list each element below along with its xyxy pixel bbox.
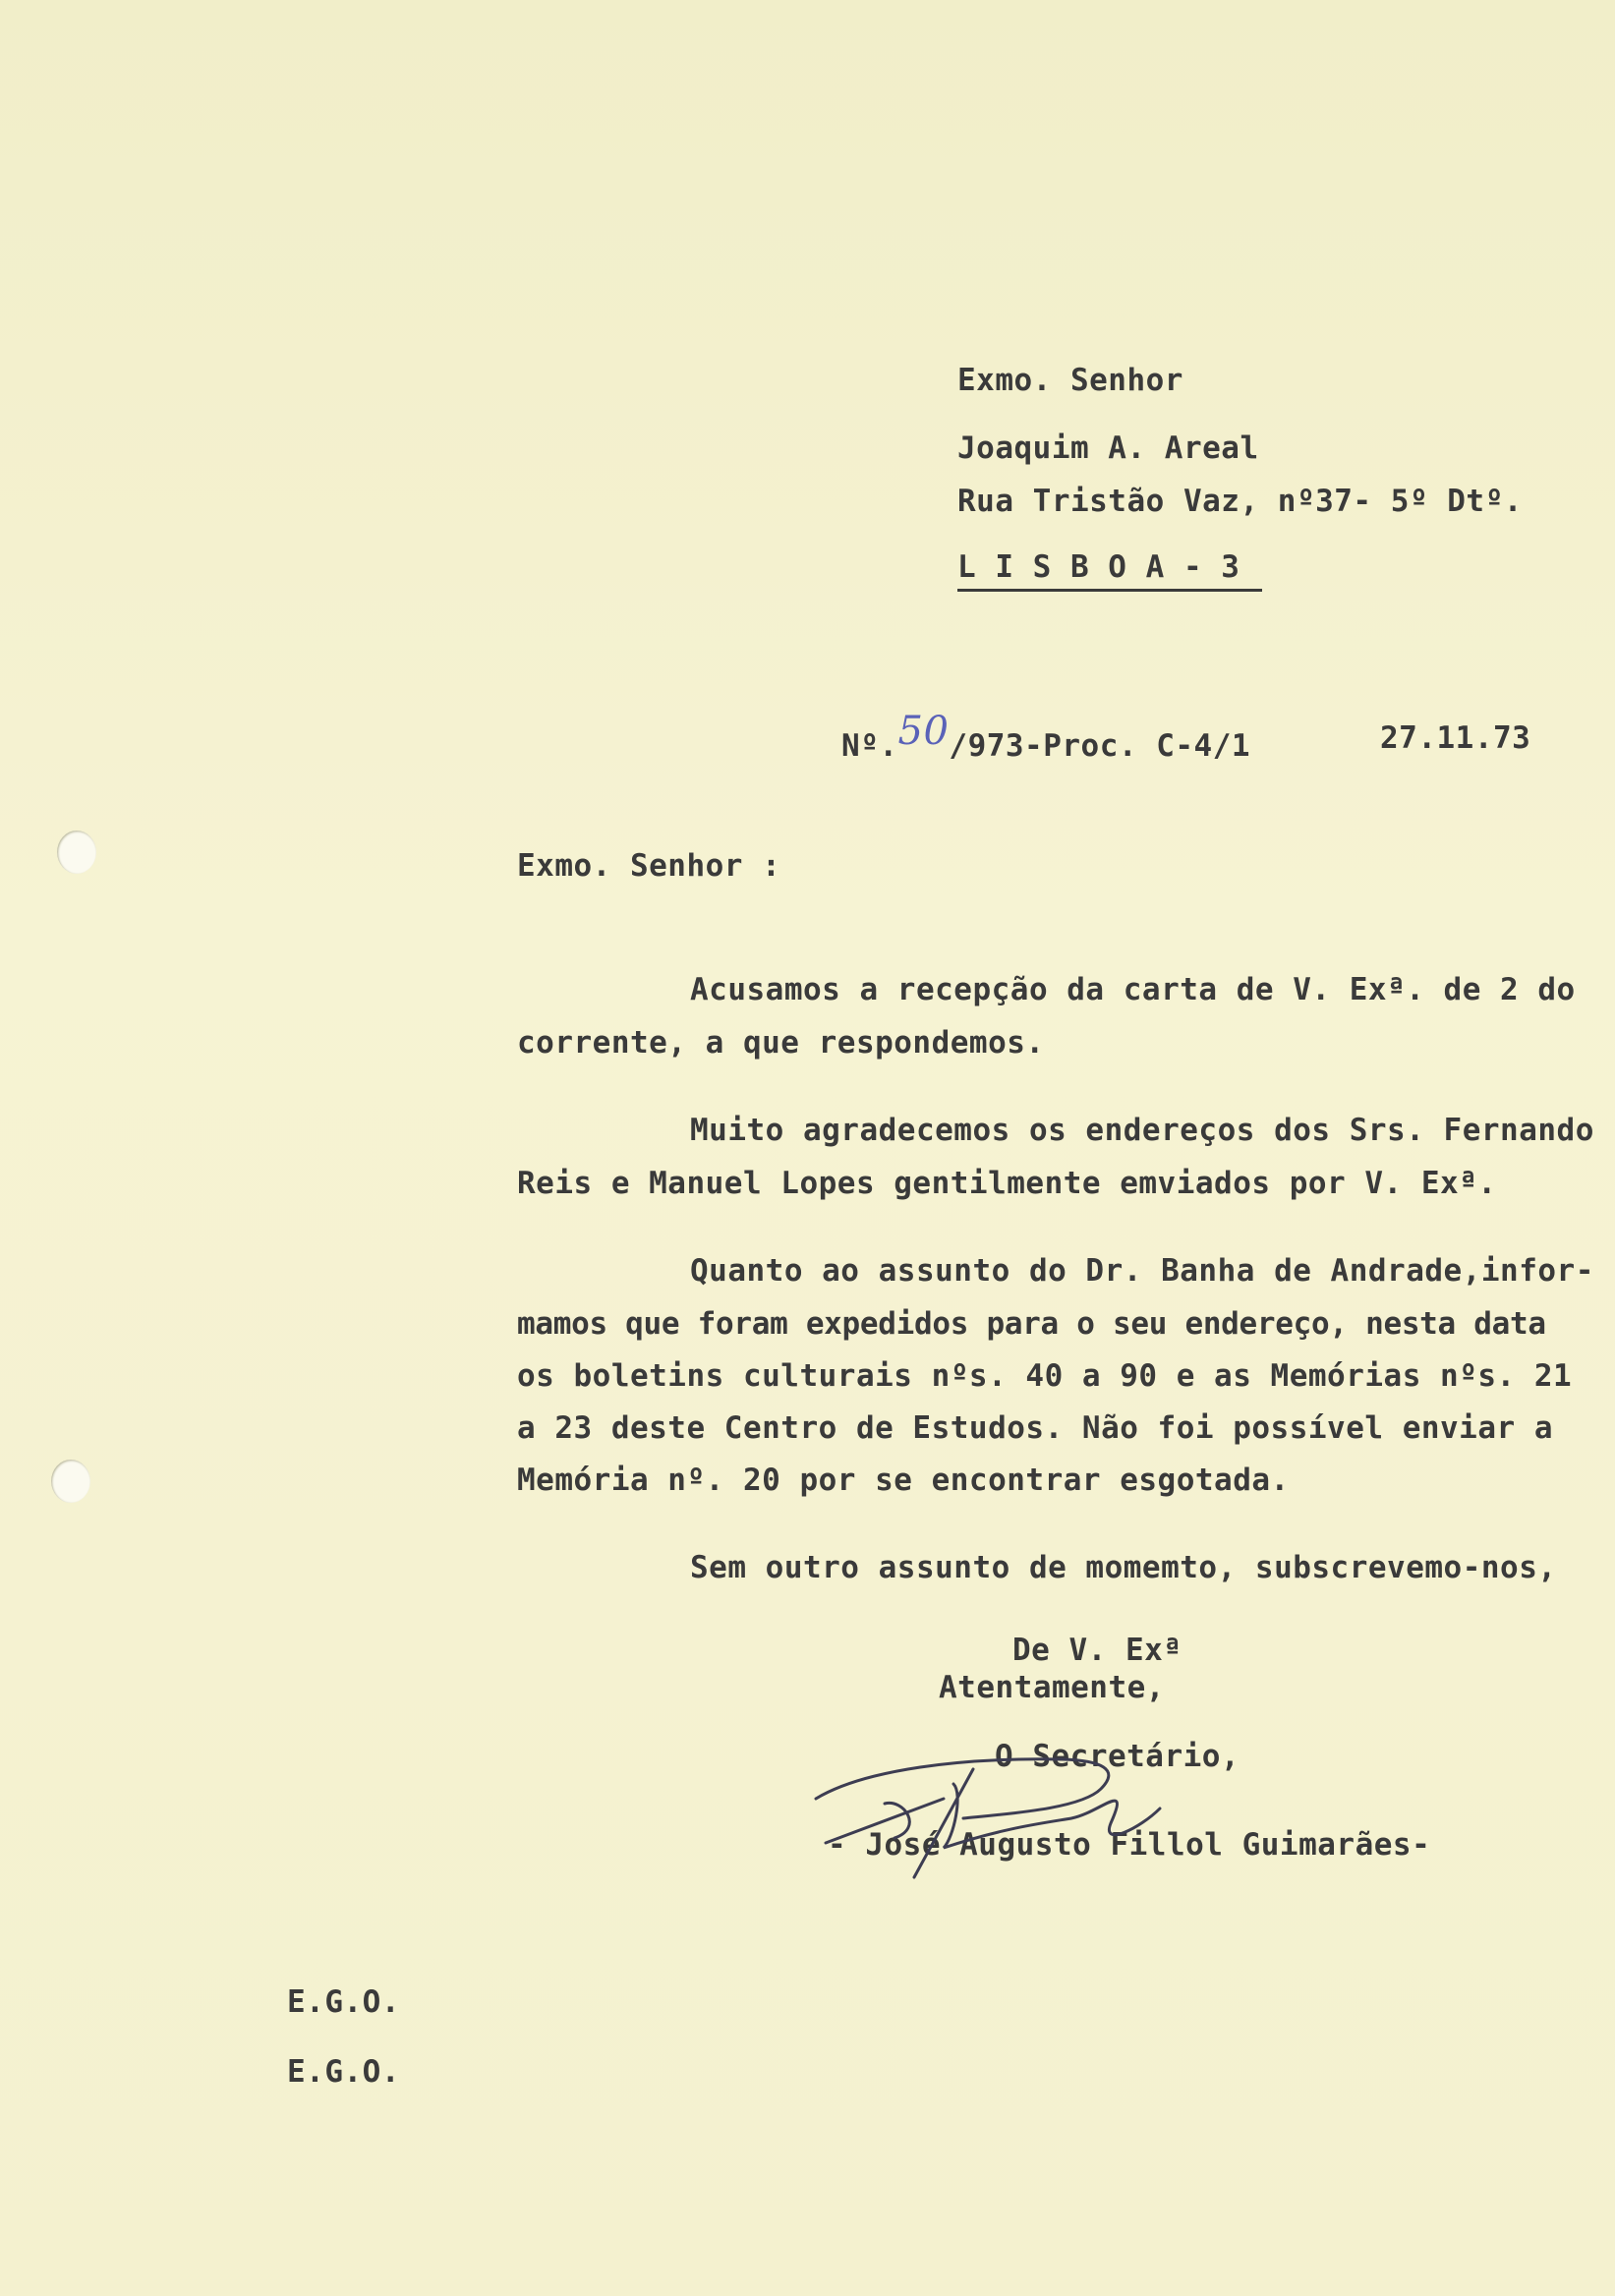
closing-de: De V. Exª — [1012, 1633, 1182, 1668]
closing-line: Sem outro assunto de momemto, subscrevemo-nos, — [690, 1550, 1557, 1585]
signature-scribble — [806, 1730, 1278, 1887]
body-line-2: corrente, a que respondemos. — [517, 1025, 1045, 1061]
body-line-8: a 23 deste Centro de Estudos. Não foi possível enviar a — [517, 1410, 1553, 1446]
body-line-7: os boletins culturais nºs. 40 a 90 e as Memórias nºs. 21 — [517, 1358, 1573, 1394]
recipient-salutation: Exmo. Senhor — [957, 363, 1183, 398]
letter-date: 27.11.73 — [1380, 720, 1531, 756]
reference-number — [841, 709, 1251, 764]
body-line-9: Memória nº. 20 por se encontrar esgotada. — [517, 1463, 1290, 1498]
closing-atentamente: Atentamente, — [939, 1670, 1165, 1705]
copy-note-2: E.G.O. — [287, 2054, 400, 2090]
recipient-address: Rua Tristão Vaz, nº37- 5º Dtº. — [957, 484, 1523, 519]
body-line-3: Muito agradecemos os endereços dos Srs. Fernando — [690, 1113, 1594, 1148]
recipient-city: L I S B O A - 3 — [957, 552, 1262, 592]
body-line-6: mamos que foram expedidos para o seu endereço, nesta data — [517, 1306, 1546, 1342]
signatory-name: - José Augusto Fillol Guimarães- — [828, 1827, 1431, 1863]
body-line-1: Acusamos a recepção da carta de V. Exª. de 2 do — [690, 972, 1576, 1007]
body-line-4: Reis e Manuel Lopes gentilmente emviados por V. Exª. — [517, 1166, 1497, 1201]
recipient-name: Joaquim A. Areal — [957, 430, 1259, 466]
greeting: Exmo. Senhor : — [517, 848, 781, 884]
copy-note-1: E.G.O. — [287, 1984, 400, 2020]
punch-hole-top — [57, 831, 96, 874]
reference-handwritten-number: 50 — [897, 709, 950, 754]
reference-suffix: /973-Proc. C-4/1 — [949, 728, 1251, 764]
reference-prefix: Nº. — [841, 728, 898, 764]
body-line-5: Quanto ao assunto do Dr. Banha de Andrade,infor- — [690, 1253, 1594, 1289]
punch-hole-bottom — [51, 1460, 90, 1503]
signatory-title: O Secretário, — [995, 1739, 1240, 1774]
